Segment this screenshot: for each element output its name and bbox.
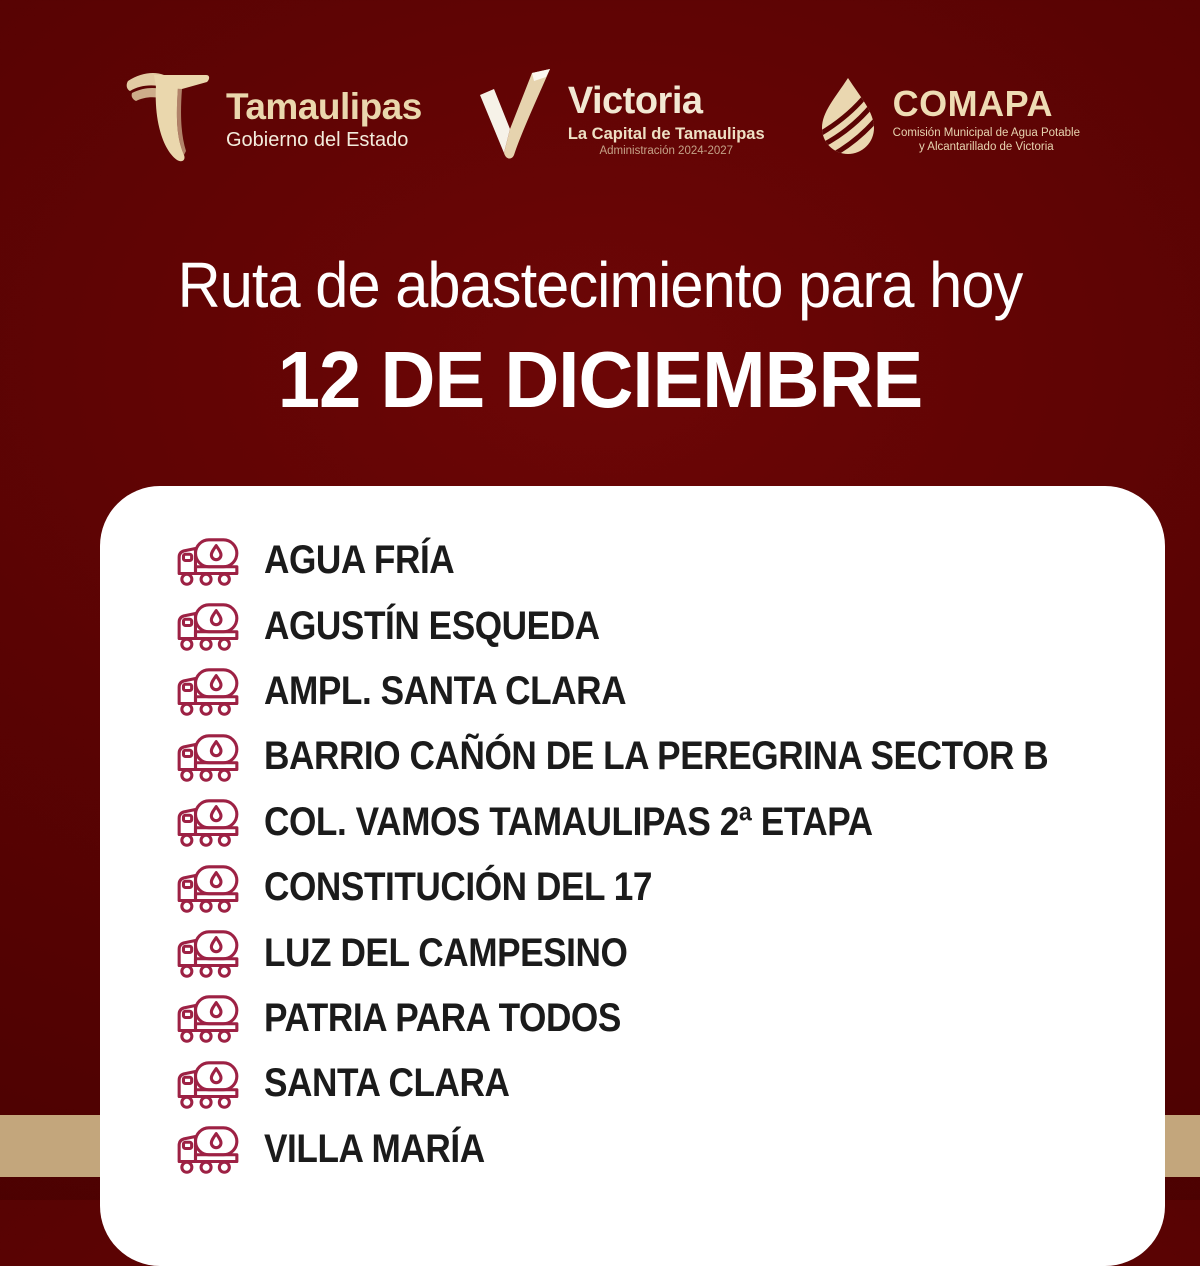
logo-victoria <box>474 67 765 172</box>
corner-accent-left <box>0 1115 100 1177</box>
route-item <box>176 1051 1165 1116</box>
water-tanker-truck-icon <box>176 993 240 1043</box>
water-tanker-truck-icon <box>176 536 240 586</box>
route-item <box>176 528 1165 593</box>
header-logos <box>0 62 1200 177</box>
tamaulipas-winged-t-icon <box>120 67 212 172</box>
route-item <box>176 593 1165 658</box>
water-tanker-truck-icon <box>176 1124 240 1174</box>
route-label: AGUSTÍN ESQUEDA <box>264 603 600 648</box>
page-title <box>0 248 1200 426</box>
route-label: LUZ DEL CAMPESINO <box>264 930 628 975</box>
water-tanker-truck-icon <box>176 863 240 913</box>
victoria-logo-title: Victoria <box>567 79 703 122</box>
route-label: AMPL. SANTA CLARA <box>264 668 627 713</box>
route-list <box>100 486 1165 1182</box>
route-item <box>176 855 1165 920</box>
tamaulipas-logo-title: Tamaulipas <box>226 86 422 128</box>
route-item <box>176 986 1165 1051</box>
water-tanker-truck-icon <box>176 928 240 978</box>
route-label: VILLA MARÍA <box>264 1126 485 1171</box>
route-label: PATRIA PARA TODOS <box>264 995 621 1040</box>
route-item <box>176 920 1165 985</box>
corner-accent-right <box>1165 1115 1200 1177</box>
route-item <box>176 659 1165 724</box>
logo-tamaulipas <box>120 67 422 172</box>
routes-card <box>100 486 1165 1266</box>
route-label: BARRIO CAÑÓN DE LA PEREGRINA SECTOR B <box>264 734 1049 779</box>
route-label: COL. VAMOS TAMAULIPAS 2ª ETAPA <box>264 799 873 844</box>
victoria-logo-subtitle2: Administración 2024-2027 <box>599 145 734 158</box>
logo-comapa <box>817 76 1080 163</box>
water-tanker-truck-icon <box>176 797 240 847</box>
comapa-logo-subtitle: Comisión Municipal de Agua Potable y Alcantarillado de Victoria <box>892 126 1080 153</box>
route-item <box>176 790 1165 855</box>
victoria-checkmark-icon <box>474 67 554 172</box>
water-tanker-truck-icon <box>176 601 240 651</box>
water-tanker-truck-icon <box>176 666 240 716</box>
comapa-logo-title: COMAPA <box>892 82 1053 124</box>
route-label: AGUA FRÍA <box>264 538 455 583</box>
route-item <box>176 1117 1165 1182</box>
route-label: SANTA CLARA <box>264 1061 510 1106</box>
water-tanker-truck-icon <box>176 1059 240 1109</box>
comapa-water-drop-icon <box>817 76 879 163</box>
tamaulipas-logo-subtitle: Gobierno del Estado <box>226 128 409 151</box>
title-line1: Ruta de abastecimiento para hoy <box>177 249 1023 321</box>
route-item <box>176 724 1165 789</box>
water-tanker-truck-icon <box>176 732 240 782</box>
route-label: CONSTITUCIÓN DEL 17 <box>264 865 653 910</box>
title-line2: 12 DE DICIEMBRE <box>277 335 923 424</box>
victoria-logo-subtitle: La Capital de Tamaulipas <box>567 124 765 143</box>
